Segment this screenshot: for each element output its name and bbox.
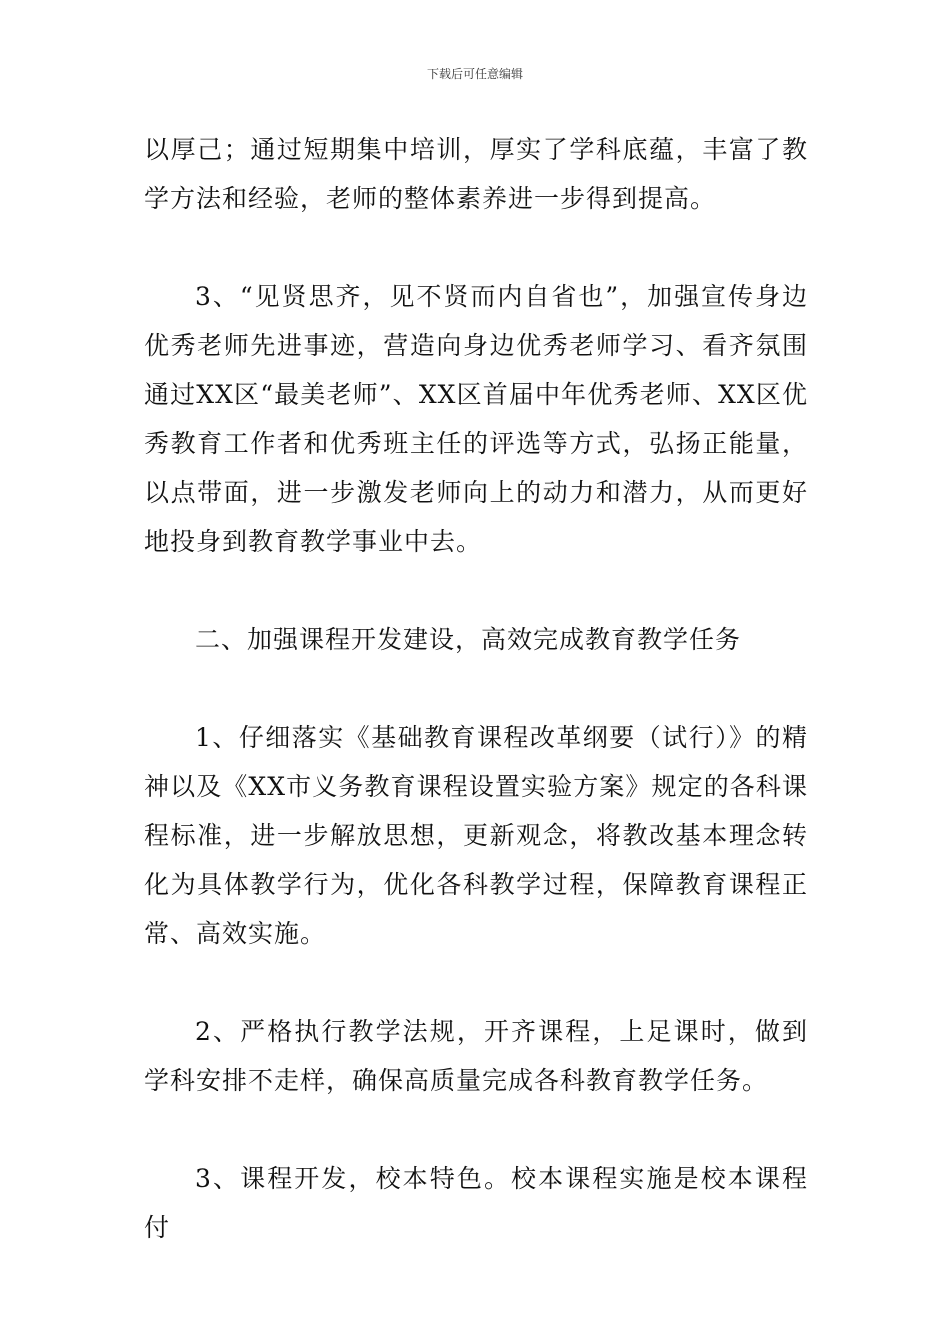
page-header: 下载后可任意编辑	[426, 67, 523, 81]
paragraph-gap	[144, 958, 808, 1007]
paragraph-4: 2、严格执行教学法规，开齐课程，上足课时，做到学科安排不走样，确保高质量完成各科教育教学任务。	[144, 1017, 808, 1095]
paragraph-1: 以厚己；通过短期集中培训，厚实了学科底蕴，丰富了教学方法和经验，老师的整体素养进一步得到提高。	[144, 135, 808, 213]
paragraph-gap	[144, 1105, 808, 1154]
paragraph-gap	[144, 566, 808, 615]
section-heading: 二、加强课程开发建设，高效完成教育教学任务	[195, 625, 742, 654]
document-body	[144, 125, 808, 1252]
paragraph-gap	[144, 223, 808, 272]
paragraph-3: 1、仔细落实《基础教育课程改革纲要（试行）》的精神以及《XX市义务教育课程设置实验方案》规定的各科课程标准，进一步解放思想，更新观念，将教改基本理念转化为具体教学行为，优化各科教学过程，保障教育课程正常、高效实施。	[144, 723, 808, 948]
paragraph-gap	[144, 664, 808, 713]
paragraph-5: 3、课程开发，校本特色。校本课程实施是校本课程付	[144, 1164, 808, 1242]
paragraph-2: 3、“见贤思齐，见不贤而内自省也”，加强宣传身边优秀老师先进事迹，营造向身边优秀老师学习、看齐氛围通过XX区“最美老师”、XX区首届中年优秀老师、XX区优秀教育工作者和优秀班主任的评选等方式，弘扬正能量，以点带面，进一步激发老师向上的动力和潜力，从而更好地投身到教育教学事业中去。	[144, 282, 808, 556]
